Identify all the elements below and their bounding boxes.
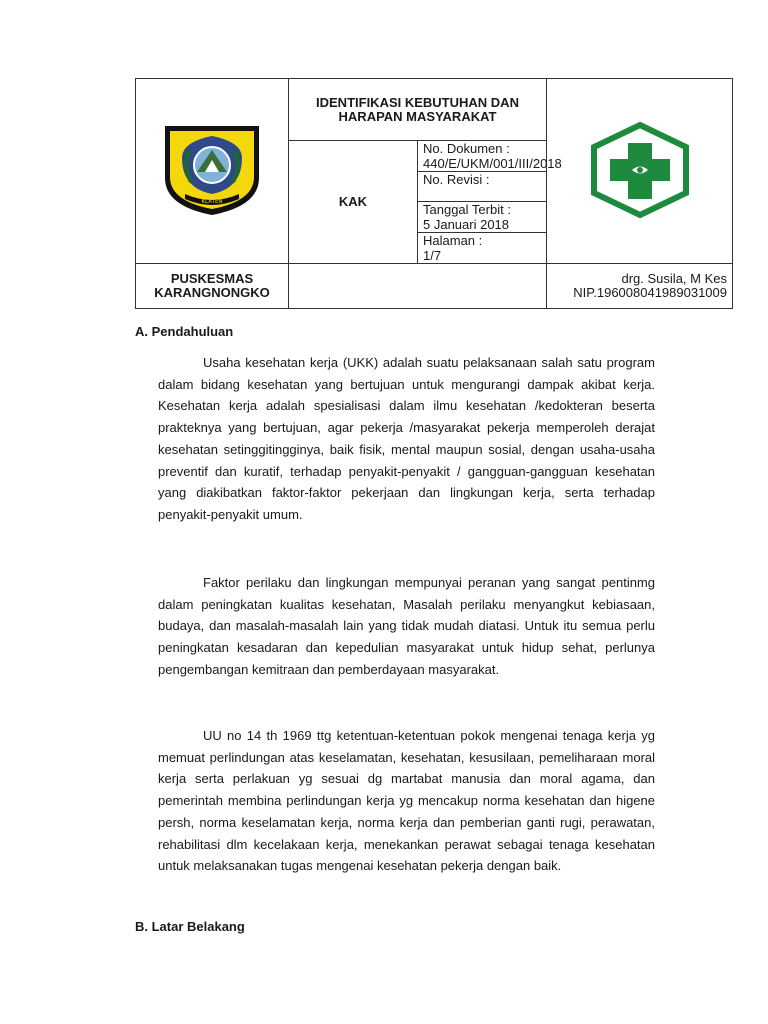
paragraph: UU no 14 th 1969 ttg ketentuan-ketentuan pokok mengenai tenaga kerja yg memuat perlindungan atas keselamatan, kesehatan, kesusilaan, pemeliharaan moral kerja serta perlakuan yg sesuai dg martabat manusia dan moral agama, dan pemerintah membina perlindungan kerja yg mencakup norma kesehatan dan higene persh, norma keselamatan kerja, norma kerja dan pemberian ganti rugi, perawatan, rehabilitasi dlm kecelakaan kerja, menekankan perawat sebagai tenaga kesehatan untuk melaksanakan tugas mengenai kesehatan pekerja dengan baik.	[158, 728, 655, 874]
section-heading-pendahuluan: A. Pendahuluan	[135, 324, 234, 339]
signer-block	[547, 264, 733, 309]
section-heading-latar-belakang: B. Latar Belakang	[135, 919, 245, 934]
org-line: PUSKESMAS	[170, 271, 254, 286]
field-label: No. Revisi :	[423, 172, 490, 187]
klaten-crest-icon	[161, 122, 263, 218]
paragraph: Faktor perilaku dan lingkungan mempunyai peranan yang sangat pentinmg dalam peningkatan kualitas kesehatan, Masalah perilaku menyangkut kebiasaan, budaya, dan masalah-masalah lain yang tidak mudah diatasi. Untuk itu semua perlu peningkatan kesadaran dan kepedulian masyarakat untuk hidup sehat, perlunya pengembangan kemitraan dan pemberdayaan masyarakat.	[158, 575, 655, 677]
field-value: 1/7	[423, 248, 442, 263]
left-logo-cell	[136, 79, 289, 264]
signer-name: drg. Susila, M Kes	[621, 271, 727, 286]
field-label: Halaman :	[423, 233, 483, 248]
right-logo-cell	[547, 79, 733, 264]
field-tanggal-terbit	[418, 202, 547, 233]
document-header-table	[135, 78, 733, 309]
signer-nip: NIP.196008041989031009	[573, 285, 727, 300]
field-value: 440/E/UKM/001/III/2018	[423, 156, 562, 171]
field-label: No. Dokumen :	[423, 141, 510, 156]
document-title: IDENTIFIKASI KEBUTUHAN DAN HARAPAN MASYARAKAT	[289, 79, 547, 141]
empty-cell	[289, 264, 547, 309]
field-value: 5 Januari 2018	[423, 217, 510, 232]
field-halaman	[418, 233, 547, 264]
paragraph: Usaha kesehatan kerja (UKK) adalah suatu pelaksanaan salah satu program dalam bidang kesehatan yang bertujuan untuk mengurangi dampak akibat kerja. Kesehatan kerja adalah spesialisasi dalam ilmu kesehatan /kedokteran beserta prakteknya yang bertujuan, agar pekerja /masyarakat pekerja memperoleh derajat kesehatan setinggitingginya, baik fisik, mental maupun sosial, dengan usaha-usaha preventif dan kuratif, terhadap penyakit-penyakit / gangguan-gangguan kesehatan yang diakibatkan faktor-faktor pekerjaan dan lingkungan kerja, serta terhadap penyakit-penyakit umum.	[158, 355, 655, 522]
org-line: KARANGNONGKO	[154, 285, 270, 300]
field-no-revisi	[418, 172, 547, 202]
document-type-kak: KAK	[289, 141, 418, 264]
puskesmas-cross-icon	[588, 121, 692, 219]
organization-name	[136, 264, 289, 309]
field-value	[423, 187, 546, 188]
field-label: Tanggal Terbit :	[423, 202, 511, 217]
field-no-dokumen	[418, 141, 562, 172]
svg-text:KLATEN: KLATEN	[201, 198, 223, 205]
